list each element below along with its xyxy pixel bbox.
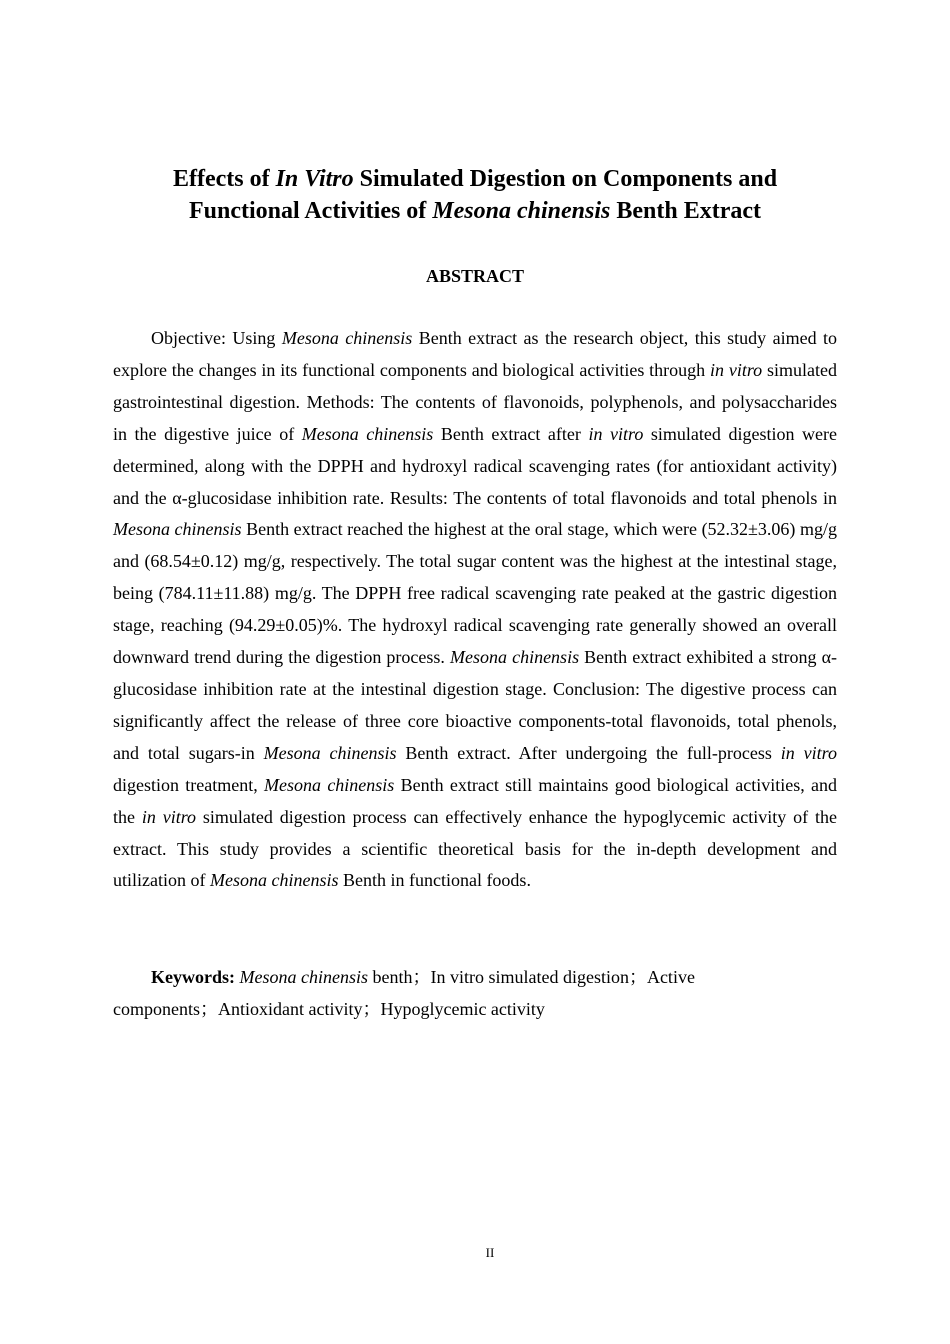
text-run: Objective: Using	[151, 328, 282, 348]
italic-term: Mesona chinensis	[281, 328, 413, 348]
text-run: Benth extract still maintains good biological activities, and the	[113, 774, 838, 827]
italic-term: Mesona chinensis	[264, 774, 395, 795]
italic-term: Mesona chinensis	[209, 870, 339, 891]
italic-term: in vitro	[780, 742, 837, 763]
title-line-1	[173, 166, 777, 192]
text-run: Benth extract as the research object, this study aimed to explore the changes in its functional components and biological activities through	[113, 328, 838, 380]
text-run: Functional Activities of	[188, 198, 433, 224]
italic-term: Mesona chinensis	[113, 519, 242, 540]
italic-term: Mesona chinensis	[301, 423, 434, 444]
keywords-paragraph	[113, 962, 753, 1026]
italic-term: Mesona chinensis	[263, 742, 397, 763]
abstract-heading: ABSTRACT	[425, 266, 525, 286]
italic-term: Mesona chinensis	[450, 647, 580, 668]
paper-title	[100, 163, 850, 227]
italic-term: in vitro	[141, 806, 197, 827]
text-run: Benth extract reached the highest at the oral stage, which were (52.32±3.06) mg/g and (68.54±0.12) mg/g, respectively. The total sugar content was the highest at the intestinal stage, being (784.11±11.88) mg/g. The DPPH free radical scavenging rate peaked at the gastric digestion stage, reaching (94.29±0.05)%. The hydroxyl radical scavenging rate generally showed an overall downward trend during the digestion process.	[113, 519, 837, 668]
text-run: benth；In vitro simulated digestion；Active components；Antioxidant activity；Hypoglycemic activity	[113, 967, 695, 1019]
text-run: Benth extract. After undergoing the full-process	[396, 742, 781, 763]
italic-term: Mesona chinensis	[239, 967, 368, 987]
italic-term: Mesona chinensis	[432, 198, 611, 224]
page-number: II	[485, 1245, 495, 1260]
title-line-2	[189, 198, 761, 224]
text-run: Benth Extract	[610, 198, 762, 224]
text-run: simulated digestion were determined, along with the DPPH and hydroxyl radical scavenging rates (for antioxidant activity) and the α-glucosidase inhibition rate. Results: The contents of total flavonoids and total phenols in	[113, 423, 837, 508]
italic-term: In Vitro	[275, 166, 354, 192]
text-run: Effects of	[172, 166, 276, 192]
keywords-label: Keywords:	[151, 967, 235, 987]
text-run: Simulated Digestion on Components and	[353, 166, 778, 192]
text-run: Benth extract exhibited a strong α-glucosidase inhibition rate at the intestinal digestion stage. Conclusion: The digestive process can significantly affect the release of three core bioactive components-total flavonoids, total phenols, and total sugars-in	[113, 647, 837, 763]
text-run: Benth extract after	[433, 423, 589, 444]
text-run: simulated gastrointestinal digestion. Methods: The contents of flavonoids, polyphenols, and polysaccharides in the digestive juice of	[113, 359, 837, 444]
italic-term: in vitro	[710, 359, 763, 380]
italic-term: in vitro	[588, 423, 644, 444]
text-run: digestion treatment,	[113, 774, 265, 795]
abstract-body	[113, 323, 837, 897]
text-run: Benth in functional foods.	[338, 870, 531, 891]
text-run: simulated digestion process can effectively enhance the hypoglycemic activity of the extract. This study provides a scientific theoretical basis for the in-depth development and utilization of	[113, 806, 837, 891]
